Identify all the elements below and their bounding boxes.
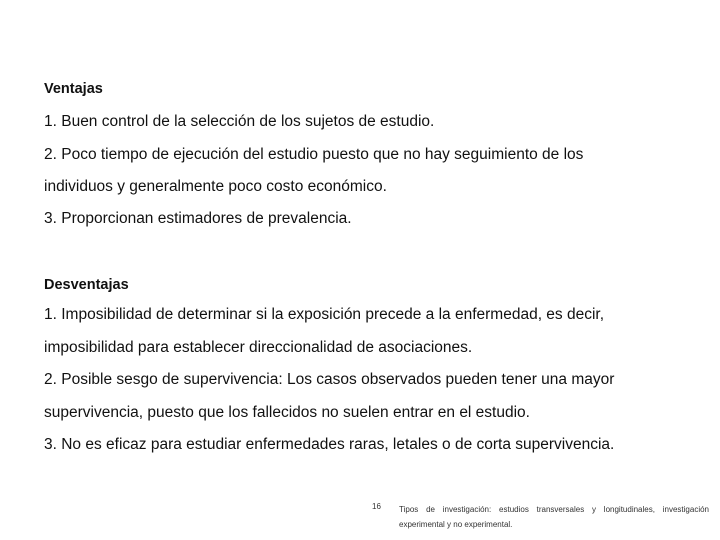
desventajas-line-1: 1. Imposibilidad de determinar si la exposición precede a la enfermedad, es decir, [44, 306, 605, 323]
ventajas-line-3: individuos y generalmente poco costo económico. [44, 178, 387, 195]
ventajas-heading: Ventajas [44, 81, 103, 97]
ventajas-line-2: 2. Poco tiempo de ejecución del estudio puesto que no hay seguimiento de los [44, 146, 584, 163]
page-footer [372, 500, 712, 530]
desventajas-line-5: 3. No es eficaz para estudiar enfermedades raras, letales o de corta supervivencia. [44, 436, 615, 453]
ventajas-line-1: 1. Buen control de la selección de los sujetos de estudio. [44, 113, 435, 130]
footer-text: Tipos de investigación: estudios transversales y longitudinales, investigación experimental y no experimental. [399, 505, 709, 529]
desventajas-heading: Desventajas [44, 277, 129, 293]
desventajas-line-2: imposibilidad para establecer direccionalidad de asociaciones. [44, 339, 473, 356]
desventajas-line-4: supervivencia, puesto que los fallecidos no suelen entrar en el estudio. [44, 404, 530, 421]
desventajas-line-3: 2. Posible sesgo de supervivencia: Los casos observados pueden tener una mayor [44, 371, 615, 388]
footer-page-number: 16 [372, 502, 381, 511]
ventajas-line-4: 3. Proporcionan estimadores de prevalencia. [44, 210, 352, 227]
